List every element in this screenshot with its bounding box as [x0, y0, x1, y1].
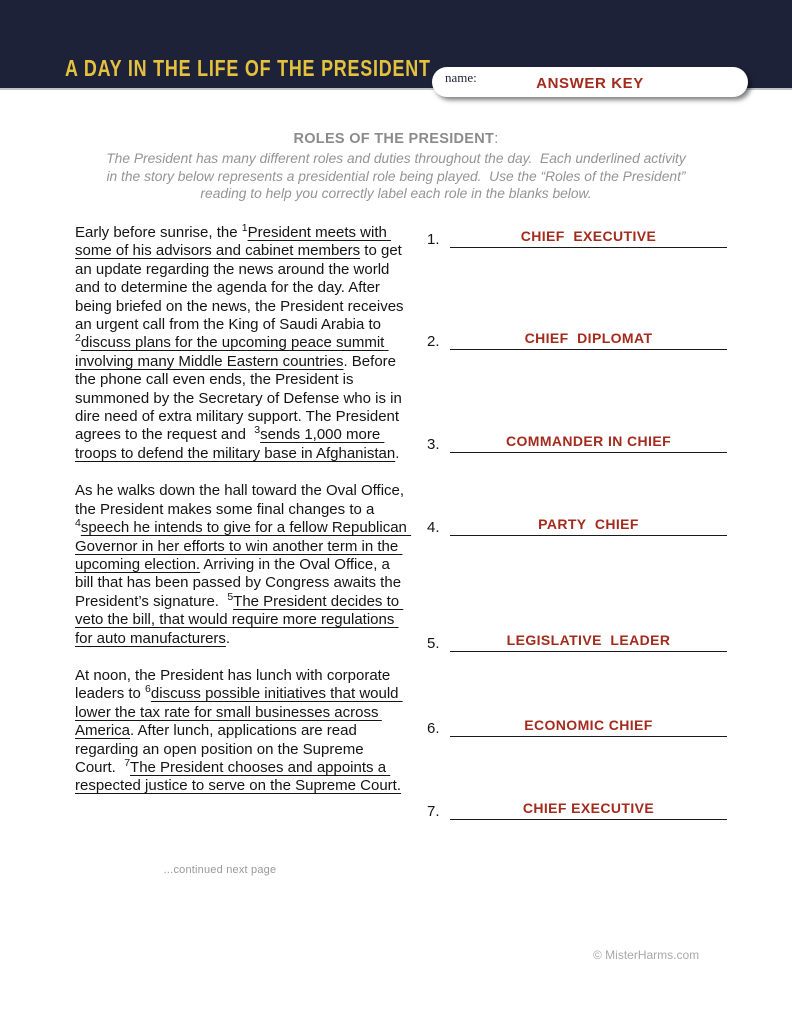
name-field[interactable]: [432, 67, 748, 97]
answer-blank-line: [450, 794, 727, 820]
role-superscript-number: 4: [75, 517, 81, 530]
story-text-run: .: [225, 629, 231, 647]
answer-row: [427, 711, 727, 737]
answer-number: 5.: [427, 635, 440, 652]
answer-row: [427, 324, 727, 350]
answer-blank-line: [450, 626, 727, 652]
story-paragraph: [75, 482, 412, 648]
instructions-heading-text: ROLES OF THE PRESIDENT: [293, 131, 495, 147]
answer-blank-line: [450, 510, 727, 536]
instructions-line: The President has many different roles and duties throughout the day. Each underlined activity: [106, 151, 686, 166]
answer-number: 3.: [427, 436, 440, 453]
answer-number: 6.: [427, 720, 440, 737]
answer-blank-line: [450, 222, 727, 248]
instructions-line: in the story below represents a presidential role being played. Use the “Roles of the President”: [106, 168, 686, 184]
underlined-role-activity: The President chooses and appoints a respected justice to serve on the Supreme Court.: [75, 758, 402, 795]
answer-row: [427, 427, 727, 453]
answer-row: [427, 794, 727, 820]
answer-row: [427, 626, 727, 652]
underlined-role-activity: sends 1,000 more troops to defend the military base in Afghanistan: [75, 426, 396, 462]
answer-text: PARTY CHIEF: [538, 516, 639, 532]
story-text-run: . Before the phone call even ends, the President is summoned by the Secretary of Defense who is in dire need of extra military support. The President agrees to the request and: [75, 352, 407, 444]
story-text-run: As he walks down the hall toward the Oval Office, the President makes some final changes to a: [75, 482, 409, 518]
name-label: name:: [445, 70, 477, 85]
role-superscript-number: 2: [75, 332, 81, 345]
underlined-role-activity: discuss plans for the upcoming peace summit involving many Middle Eastern countries: [75, 334, 389, 370]
story-text-run: Early before sunrise, the: [75, 224, 242, 241]
story-text-run: At noon, the President has lunch with corporate leaders to: [75, 666, 395, 703]
answer-number: 2.: [427, 333, 440, 350]
answer-key-stamp: ANSWER KEY: [536, 75, 644, 92]
story-text-run: to get an update regarding the news around the world and to determine the agenda for the day. After being briefed on the news, the President receives an urgent call from the King of Saudi Arabia to: [75, 242, 408, 334]
answer-number: 4.: [427, 519, 440, 536]
story-paragraph: [75, 224, 408, 463]
role-superscript-number: 5: [227, 590, 234, 603]
instructions-text: [0, 150, 792, 203]
answer-blank-line: [450, 324, 727, 350]
answer-text: ECONOMIC CHIEF: [524, 717, 653, 733]
underlined-role-activity: speech he intends to give for a fellow Republican Governor in her efforts to win another term in the upcoming election.: [75, 519, 412, 573]
instructions-block: [0, 131, 792, 203]
instructions-heading-colon: :: [494, 131, 499, 147]
instructions-heading: [0, 131, 792, 147]
underlined-role-activity: The President decides to veto the bill, that would require more regulations for auto manufacturers: [75, 592, 404, 647]
story-paragraph: [75, 667, 408, 796]
story-text-run: .: [395, 444, 400, 462]
answer-number: 7.: [427, 803, 440, 820]
role-superscript-number: 6: [145, 683, 151, 696]
role-superscript-number: 1: [241, 222, 248, 234]
role-superscript-number: 3: [254, 424, 261, 437]
answer-text: LEGISLATIVE LEADER: [506, 632, 671, 648]
continued-note: ...continued next page: [163, 864, 277, 876]
answer-text: COMMANDER IN CHIEF: [505, 433, 672, 449]
answer-text: CHIEF DIPLOMAT: [524, 330, 653, 346]
answer-row: [427, 510, 727, 536]
underlined-role-activity: President meets with some of his advisors and cabinet members: [75, 224, 392, 260]
copyright: © MisterHarms.com: [593, 948, 700, 962]
underlined-role-activity: discuss possible initiatives that would lower the tax rate for small businesses across America: [75, 685, 403, 740]
story-text-run: . After lunch, applications are read regarding an open position on the Supreme Court.: [75, 722, 368, 776]
answer-blank-line: [450, 711, 727, 737]
role-superscript-number: 7: [124, 756, 131, 769]
worksheet-title: A DAY IN THE LIFE OF THE PRESIDENT: [65, 55, 431, 81]
instructions-line: reading to help you correctly label each role in the blanks below.: [200, 186, 592, 201]
story-text: [75, 222, 412, 815]
answer-text: CHIEF EXECUTIVE: [520, 228, 657, 244]
story-text-run: Arriving in the Oval Office, a bill that has been passed by Congress awaits the President’s signature.: [75, 555, 406, 610]
answer-row: [427, 222, 727, 248]
answer-text: CHIEF EXECUTIVE: [522, 800, 655, 816]
answer-number: 1.: [427, 231, 440, 248]
answer-blank-line: [450, 427, 727, 453]
